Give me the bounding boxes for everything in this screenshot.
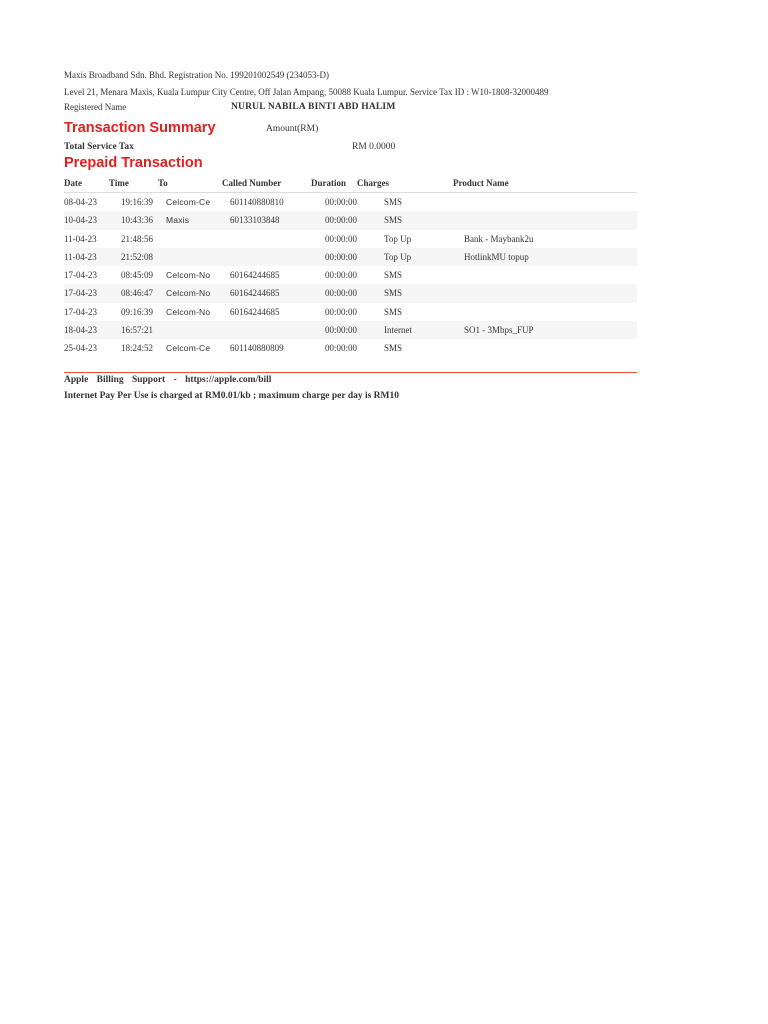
cell-charges: Internet	[384, 325, 412, 336]
cell-duration: 00:00:00	[324, 325, 357, 336]
column-header-product-name: Product Name	[453, 178, 509, 188]
summary-title-part2: Summary	[149, 120, 216, 136]
cell-called-number: 60133103848	[230, 215, 280, 226]
cell-to: Celcom-No	[166, 306, 211, 317]
amount-label: Amount(RM)	[266, 124, 319, 134]
address-line: Level 21, Menara Maxis, Kuala Lumpur City Centre, Off Jalan Ampang, 50088 Kuala Lumpur. Service Tax ID : W10-1808-32000489	[64, 87, 549, 97]
prepaid-transaction-heading: Prepaid Transaction	[64, 155, 203, 171]
internet-charge-note: Internet Pay Per Use is charged at RM0.01/kb ; maximum charge per day is RM10	[64, 391, 400, 401]
cell-to: Maxis	[166, 215, 190, 226]
cell-time: 10:43:36	[120, 215, 153, 226]
cell-duration: 00:00:00	[324, 215, 357, 226]
table-body	[64, 193, 637, 358]
cell-charges: SMS	[384, 197, 403, 207]
column-header-called-number: Called Number	[222, 178, 282, 188]
cell-charges: SMS	[384, 270, 403, 281]
cell-date: 25-04-23	[64, 343, 97, 354]
cell-date: 17-04-23	[64, 306, 97, 317]
column-header-time: Time	[109, 178, 129, 188]
cell-time: 08:45:09	[120, 270, 153, 281]
cell-time: 21:48:56	[120, 233, 153, 244]
cell-time: 16:57:21	[120, 325, 153, 336]
cell-product-name: Bank - Maybank2u	[464, 233, 534, 244]
cell-charges: SMS	[384, 215, 403, 226]
cell-to: Celcom-No	[166, 288, 211, 299]
cell-called-number: 60164244685	[230, 288, 280, 299]
cell-charges: Top Up	[384, 251, 412, 262]
cell-product-name: HotlinkMU topup	[464, 251, 529, 262]
billing-support-line: Apple Billing Support - https://apple.com/bill	[64, 375, 272, 385]
cell-date: 08-04-23	[64, 197, 97, 207]
cell-charges: SMS	[384, 288, 403, 299]
table-row	[64, 248, 637, 266]
cell-time: 21:52:08	[120, 251, 153, 262]
cell-time: 08:46:47	[120, 288, 153, 299]
table-row	[64, 230, 637, 248]
transaction-summary-heading	[64, 120, 216, 136]
column-header-to: To	[158, 178, 168, 188]
cell-called-number: 601140880809	[230, 343, 284, 354]
cell-charges: SMS	[384, 343, 403, 354]
cell-time: 09:16:39	[120, 306, 153, 317]
cell-called-number: 60164244685	[230, 306, 280, 317]
table-row	[64, 303, 637, 321]
summary-title-part1: Transaction	[64, 120, 146, 136]
cell-time: 18:24:52	[120, 343, 153, 354]
table-row	[64, 321, 637, 339]
table-header	[64, 176, 637, 193]
footer-divider	[64, 372, 637, 373]
cell-date: 17-04-23	[64, 270, 97, 281]
cell-date: 11-04-23	[64, 233, 97, 244]
table-row	[64, 193, 637, 211]
cell-product-name: SO1 - 3Mbps_FUP	[464, 325, 534, 336]
column-header-charges: Charges	[357, 178, 389, 188]
cell-charges: SMS	[384, 306, 403, 317]
cell-date: 17-04-23	[64, 288, 97, 299]
registered-name-value: NURUL NABILA BINTI ABD HALIM	[231, 102, 396, 112]
cell-duration: 00:00:00	[324, 270, 357, 281]
cell-to: Celcom-No	[166, 270, 211, 281]
cell-duration: 00:00:00	[324, 233, 357, 244]
column-header-duration: Duration	[311, 178, 347, 188]
cell-date: 11-04-23	[64, 251, 97, 262]
table-row	[64, 284, 637, 302]
cell-to: Celcom-Ce	[166, 343, 211, 354]
cell-to: Celcom-Ce	[166, 197, 211, 207]
column-header-date: Date	[64, 178, 82, 188]
prepaid-transaction-table	[64, 176, 637, 358]
company-line: Maxis Broadband Sdn. Bhd. Registration No. 199201002549 (234053-D)	[64, 70, 329, 80]
cell-duration: 00:00:00	[324, 306, 357, 317]
cell-called-number: 60164244685	[230, 270, 280, 281]
registered-name-label: Registered Name	[64, 102, 127, 112]
service-tax-label: Total Service Tax	[64, 142, 134, 152]
cell-duration: 00:00:00	[324, 343, 357, 354]
service-tax-value: RM 0.0000	[352, 142, 396, 152]
table-row	[64, 339, 637, 357]
cell-time: 19:16:39	[120, 197, 153, 207]
table-row	[64, 211, 637, 229]
table-row	[64, 266, 637, 284]
cell-charges: Top Up	[384, 233, 412, 244]
cell-duration: 00:00:00	[324, 251, 357, 262]
cell-duration: 00:00:00	[324, 197, 357, 207]
cell-called-number: 601140880810	[230, 197, 284, 207]
cell-date: 10-04-23	[64, 215, 97, 226]
cell-duration: 00:00:00	[324, 288, 357, 299]
cell-date: 18-04-23	[64, 325, 97, 336]
